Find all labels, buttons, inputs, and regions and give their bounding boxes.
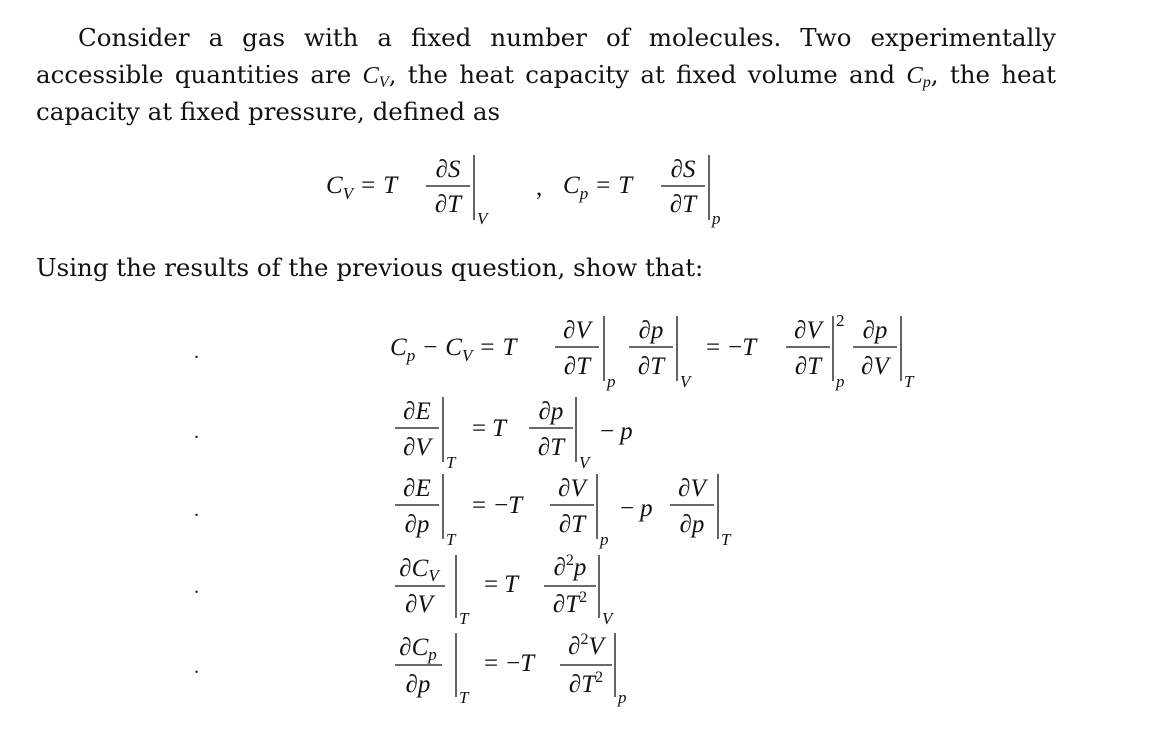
svg-text:∂V: ∂V <box>678 475 706 502</box>
svg-text:∂p: ∂p <box>679 511 705 538</box>
instruction-paragraph: Using the results of the previous question, show that: <box>36 253 704 282</box>
intro-text-c: , the heat capacity at fixed pressure, defined as <box>36 59 1057 126</box>
equation-5 <box>194 631 627 707</box>
svg-text:∂T: ∂T <box>434 191 462 218</box>
svg-text:CV=T: $C_V = T$ <box>326 172 398 203</box>
svg-text:Cp−CV=T: $C_p - C_V = T$ <box>390 334 517 365</box>
svg-text:V: V <box>602 609 613 628</box>
svg-text:∂CV: $\partial C_V$ <box>399 555 439 585</box>
svg-text:∂T: ∂T <box>794 353 822 380</box>
intro-text-a: Consider a gas with a fixed number of molecules. Two experimentally accessible quantities are <box>36 23 1056 89</box>
svg-text:2: 2 <box>836 311 845 330</box>
svg-text:∂T2: $\partial T^2$ <box>568 669 604 698</box>
svg-text:p: p <box>712 209 721 228</box>
cv-symbol: $C_V$ <box>362 61 389 91</box>
svg-text:.: . <box>194 499 199 521</box>
svg-text:T: T <box>721 530 731 549</box>
svg-text:∂T: ∂T <box>669 191 697 218</box>
svg-text:.: . <box>194 421 199 443</box>
svg-text:∂S: ∂S <box>435 156 461 183</box>
svg-text:.: . <box>194 341 199 363</box>
svg-text:∂V: ∂V <box>558 475 586 502</box>
svg-text:∂T: ∂T <box>563 353 591 380</box>
svg-text:.: . <box>194 656 199 678</box>
svg-text:∂S: ∂S <box>670 156 696 183</box>
svg-text:−p: − p <box>600 418 633 445</box>
svg-text:∂E: ∂E <box>403 475 431 502</box>
svg-text:∂p: ∂p <box>404 511 430 538</box>
svg-text:∂p: ∂p <box>538 398 564 425</box>
equation-2 <box>194 397 633 472</box>
svg-text:V: V <box>579 453 590 472</box>
svg-text:∂T: ∂T <box>558 511 586 538</box>
svg-text:=T: = T <box>472 415 507 442</box>
svg-text:p: p <box>607 372 616 391</box>
svg-text:p: p <box>600 530 609 549</box>
svg-text:∂2V: ∂$^2$V <box>568 631 604 660</box>
svg-text:,: , <box>536 174 543 201</box>
svg-text:∂V: ∂V <box>794 317 822 344</box>
intro-text-b: , the heat capacity at fixed volume and <box>388 59 907 89</box>
svg-text:=−T: = −T <box>706 334 757 361</box>
svg-text:T: T <box>446 453 456 472</box>
equation-1 <box>194 311 915 391</box>
svg-text:V: V <box>477 209 488 228</box>
svg-text:=T: = T <box>484 571 519 598</box>
equation-3 <box>194 474 732 549</box>
svg-text:T: T <box>459 688 469 707</box>
svg-text:−p: − p <box>620 495 653 522</box>
svg-text:=−T: = −T <box>484 650 535 677</box>
svg-text:∂E: ∂E <box>403 398 431 425</box>
svg-text:T: T <box>446 530 456 549</box>
svg-text:p: p <box>836 372 845 391</box>
svg-text:∂Cp: $\partial C_p$ <box>399 634 437 664</box>
svg-text:∂p: ∂p <box>405 671 431 698</box>
svg-text:∂T: ∂T <box>537 434 565 461</box>
svg-text:∂V: ∂V <box>403 434 431 461</box>
svg-text:∂V: ∂V <box>405 591 433 618</box>
svg-text:∂p: ∂p <box>638 317 664 344</box>
svg-text:∂p: ∂p <box>862 317 888 344</box>
svg-text:∂T2: $\partial T^2$ <box>552 589 588 618</box>
svg-text:T: T <box>904 372 914 391</box>
svg-text:=−T: = −T <box>472 492 523 519</box>
svg-text:V: V <box>680 372 691 391</box>
svg-text:∂T: ∂T <box>637 353 665 380</box>
svg-text:.: . <box>194 576 199 598</box>
svg-text:Cp=T: $C_p = T$ <box>563 172 633 203</box>
definition-equation <box>326 155 721 228</box>
cp-symbol: $C_p$ <box>906 61 931 91</box>
svg-text:p: p <box>618 688 627 707</box>
svg-text:∂2p: ∂$^2$p <box>553 552 587 581</box>
svg-text:∂V: ∂V <box>861 353 889 380</box>
svg-text:T: T <box>459 609 469 628</box>
equation-4 <box>194 552 615 628</box>
svg-text:∂V: ∂V <box>563 317 591 344</box>
